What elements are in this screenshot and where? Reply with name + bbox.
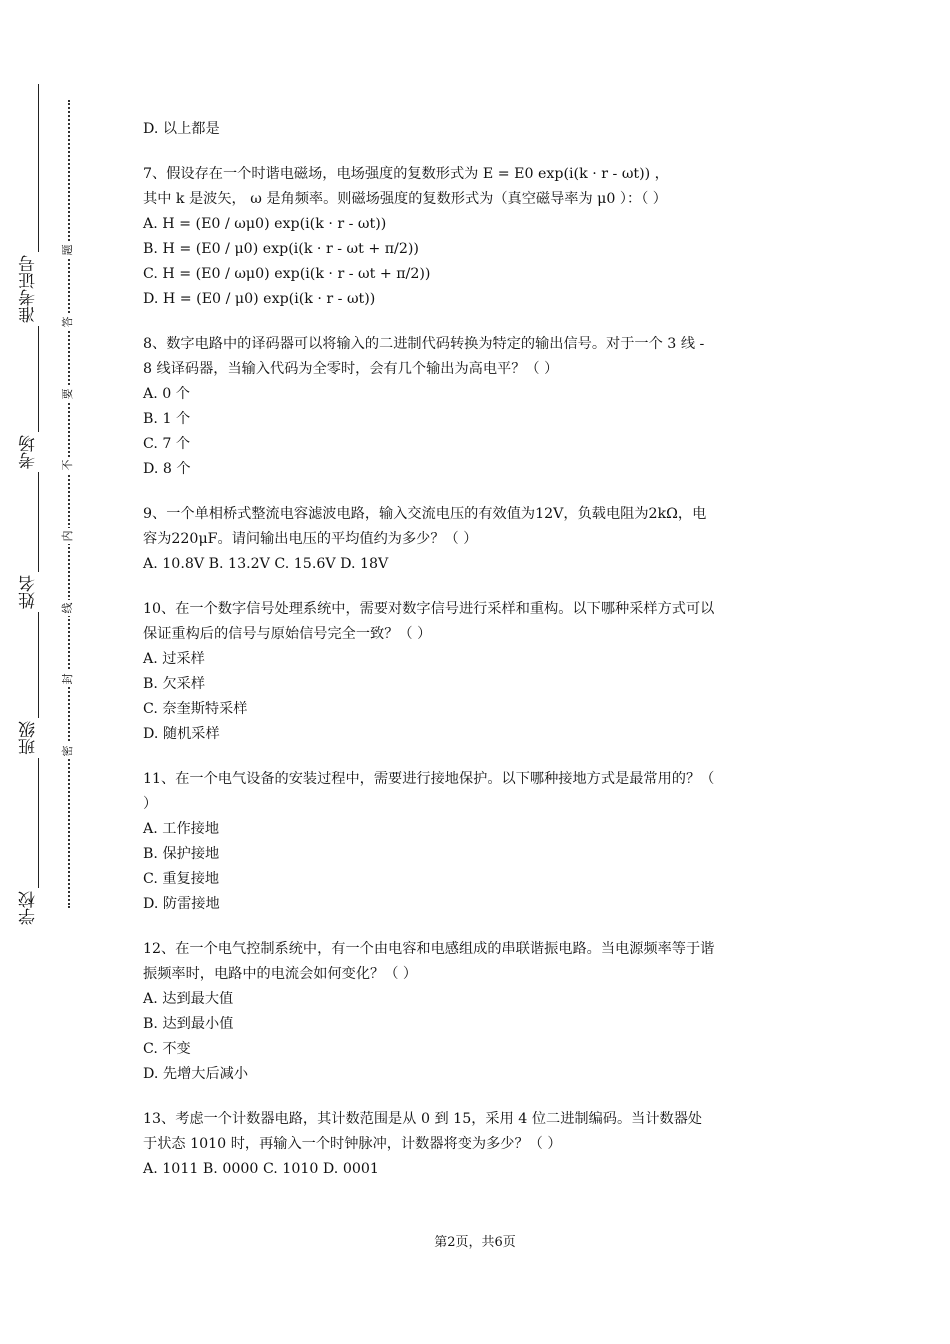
question-line: C. 重复接地 bbox=[143, 871, 220, 887]
exam-id-field: 准考证号 bbox=[20, 252, 54, 326]
class-field: 班级 bbox=[20, 718, 54, 758]
name-field: 姓名 bbox=[20, 572, 54, 612]
seal-char: 密 bbox=[62, 743, 74, 759]
question-line: 容为220μF。请问输出电压的平均值约为多少？（ ） bbox=[143, 531, 478, 547]
question-line: B. 保护接地 bbox=[143, 846, 220, 862]
question-line: A. H = (E0 / ωμ0) exp(i(k · r - ωt)) bbox=[143, 216, 387, 232]
question-block bbox=[143, 1107, 811, 1182]
block-gap bbox=[143, 747, 811, 767]
seal-dotted-line bbox=[68, 100, 70, 908]
question-line: C. 奈奎斯特采样 bbox=[143, 701, 248, 717]
question-line: 10、在一个数字信号处理系统中，需要对数字信号进行采样和重构。以下哪种采样方式可以 bbox=[143, 601, 715, 617]
seal-char: 题 bbox=[62, 242, 74, 258]
question-line: 12、在一个电气控制系统中，有一个由电容和电感组成的串联谐振电路。当电源频率等于谐 bbox=[143, 941, 715, 957]
question-line: A. 过采样 bbox=[143, 651, 205, 667]
seal-char: 线 bbox=[62, 600, 74, 616]
binding-margin bbox=[0, 0, 110, 1344]
question-line: 其中 k 是波矢， ω 是角频率。则磁场强度的复数形式为（真空磁导率为 μ0 ）：（ ） bbox=[143, 191, 667, 207]
question-line: D. 以上都是 bbox=[143, 121, 220, 137]
binding-solid-line bbox=[38, 84, 39, 922]
question-block bbox=[143, 767, 811, 917]
question-line: C. 7 个 bbox=[143, 436, 191, 452]
school-field: 学校 bbox=[20, 888, 54, 928]
question-line: D. 8 个 bbox=[143, 461, 191, 477]
question-line: C. H = (E0 / ωμ0) exp(i(k · r - ωt + π/2)) bbox=[143, 266, 431, 282]
question-line: 8、数字电路中的译码器可以将输入的二进制代码转换为特定的输出信号。对于一个 3 线 - bbox=[143, 336, 705, 352]
question-line: D. H = (E0 / μ0) exp(i(k · r - ωt)) bbox=[143, 291, 376, 307]
question-line: B. 达到最小值 bbox=[143, 1016, 234, 1032]
block-gap bbox=[143, 577, 811, 597]
seal-char: 要 bbox=[62, 386, 74, 402]
question-block bbox=[143, 332, 811, 482]
block-gap bbox=[143, 917, 811, 937]
question-line: B. H = (E0 / μ0) exp(i(k · r - ωt + π/2)) bbox=[143, 241, 419, 257]
question-line: 11、在一个电气设备的安装过程中，需要进行接地保护。以下哪种接地方式是最常用的？（ bbox=[143, 771, 715, 787]
seal-char: 不 bbox=[62, 457, 74, 473]
question-line: 于状态 1010 时，再输入一个时钟脉冲，计数器将变为多少？（ ） bbox=[143, 1136, 562, 1152]
question-line: A. 达到最大值 bbox=[143, 991, 234, 1007]
block-gap bbox=[143, 312, 811, 332]
question-line: A. 工作接地 bbox=[143, 821, 220, 837]
seal-char: 内 bbox=[62, 528, 74, 544]
block-gap bbox=[143, 142, 811, 162]
question-line: D. 随机采样 bbox=[143, 726, 220, 742]
question-line: 保证重构后的信号与原始信号完全一致？（ ） bbox=[143, 626, 432, 642]
question-line: B. 欠采样 bbox=[143, 676, 206, 692]
question-line: 7、假设存在一个时谐电磁场，电场强度的复数形式为 E = E0 exp(i(k · r - ωt)) ， bbox=[143, 166, 669, 182]
seal-char: 答 bbox=[62, 314, 74, 330]
question-block bbox=[143, 502, 811, 577]
question-content bbox=[143, 117, 811, 1182]
question-block bbox=[143, 117, 811, 142]
question-line: D. 防雷接地 bbox=[143, 896, 220, 912]
seal-char: 封 bbox=[62, 671, 74, 687]
question-line: 8 线译码器，当输入代码为全零时，会有几个输出为高电平？（ ） bbox=[143, 361, 559, 377]
question-line: 13、考虑一个计数器电路，其计数范围是从 0 到 15，采用 4 位二进制编码。当计数器处 bbox=[143, 1111, 703, 1127]
question-line: 振频率时，电路中的电流会如何变化？（ ） bbox=[143, 966, 418, 982]
question-line: D. 先增大后减小 bbox=[143, 1066, 249, 1082]
question-line: A. 0 个 bbox=[143, 386, 190, 402]
block-gap bbox=[143, 1087, 811, 1107]
exam-room-field: 考场 bbox=[20, 432, 54, 472]
question-line: C. 不变 bbox=[143, 1041, 191, 1057]
page-footer: 第2页，共6页 bbox=[434, 1235, 516, 1250]
question-block bbox=[143, 597, 811, 747]
question-line: 9、一个单相桥式整流电容滤波电路，输入交流电压的有效值为12V，负载电阻为2kΩ，电 bbox=[143, 506, 707, 522]
block-gap bbox=[143, 482, 811, 502]
question-line: B. 1 个 bbox=[143, 411, 191, 427]
question-line: A. 1011 B. 0000 C. 1010 D. 0001 bbox=[143, 1161, 379, 1177]
question-line: ） bbox=[143, 796, 158, 812]
question-line: A. 10.8V B. 13.2V C. 15.6V D. 18V bbox=[143, 556, 389, 572]
question-block bbox=[143, 162, 811, 312]
question-block bbox=[143, 937, 811, 1087]
